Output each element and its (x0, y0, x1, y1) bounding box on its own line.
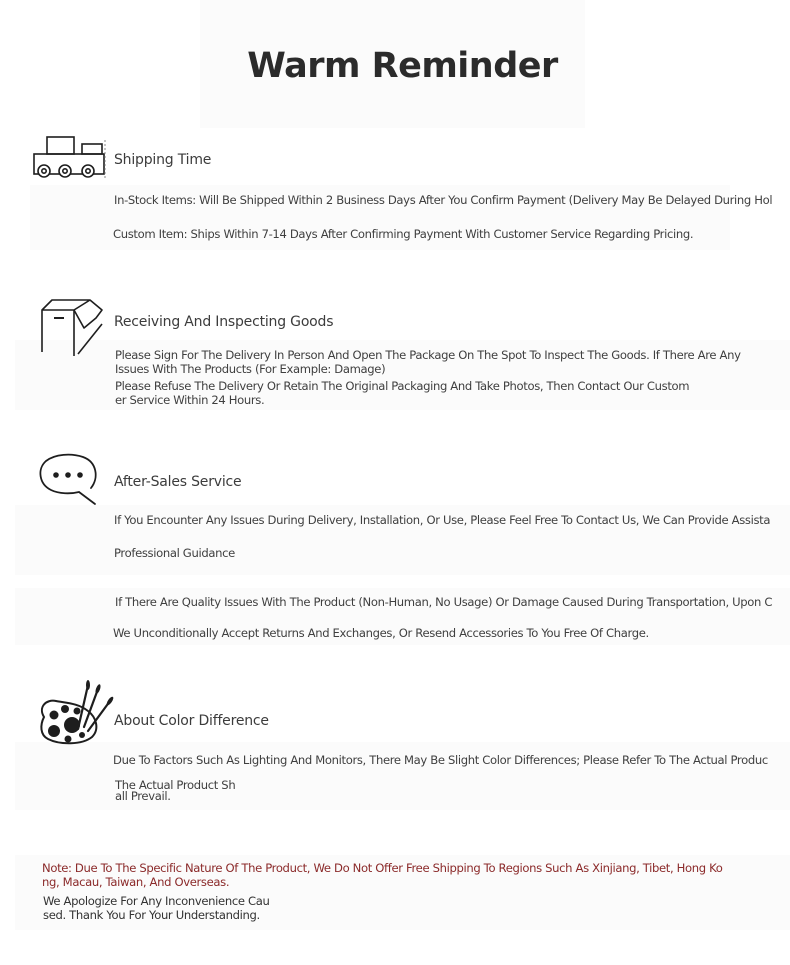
speech-bubble-icon (37, 452, 101, 508)
section-text: The Actual Product Sh (115, 778, 236, 792)
section-heading-receiving: Receiving And Inspecting Goods (114, 314, 334, 330)
shipping-note: Note: Due To The Specific Nature Of The Product, We Do Not Offer Free Shipping To Regions Such As Xinjiang, Tibet, Hong Ko (42, 861, 723, 875)
section-text: Professional Guidance (114, 546, 235, 560)
section-text: Custom Item: Ships Within 7-14 Days After Confirming Payment With Customer Service Regarding Pricing. (113, 227, 694, 241)
truck-icon (32, 134, 112, 182)
section-text: all Prevail. (115, 789, 171, 803)
section-heading-after-sales: After-Sales Service (114, 474, 242, 490)
section-heading-color-difference: About Color Difference (114, 713, 269, 729)
palette-icon (38, 677, 114, 747)
shipping-note: ng, Macau, Taiwan, And Overseas. (42, 875, 230, 889)
box-icon (38, 296, 104, 362)
apology-text: sed. Thank You For Your Understanding. (43, 908, 260, 922)
apology-text: We Apologize For Any Inconvenience Cau (43, 894, 270, 908)
section-text: Please Sign For The Delivery In Person And Open The Package On The Spot To Inspect The Goods. If There Are Any (115, 348, 741, 362)
section-text: er Service Within 24 Hours. (115, 393, 265, 407)
section-text: Please Refuse The Delivery Or Retain The Original Packaging And Take Photos, Then Contact Our Custom (115, 379, 690, 393)
section-text: In-Stock Items: Will Be Shipped Within 2 Business Days After You Confirm Payment (Delivery May Be Delayed During Hol (114, 193, 773, 207)
page-title: Warm Reminder (247, 46, 558, 86)
section-text: If You Encounter Any Issues During Delivery, Installation, Or Use, Please Feel Free To Contact Us, We Can Provide Assista (114, 513, 771, 527)
section-text: We Unconditionally Accept Returns And Exchanges, Or Resend Accessories To You Free Of Charge. (113, 626, 649, 640)
section-text: Issues With The Products (For Example: Damage) (115, 362, 386, 376)
section-text: If There Are Quality Issues With The Product (Non-Human, No Usage) Or Damage Caused During Transportation, Upon C (115, 595, 773, 609)
section-text: Due To Factors Such As Lighting And Monitors, There May Be Slight Color Differences; Please Refer To The Actual Produc (113, 753, 768, 767)
section-heading-shipping-time: Shipping Time (114, 152, 212, 168)
